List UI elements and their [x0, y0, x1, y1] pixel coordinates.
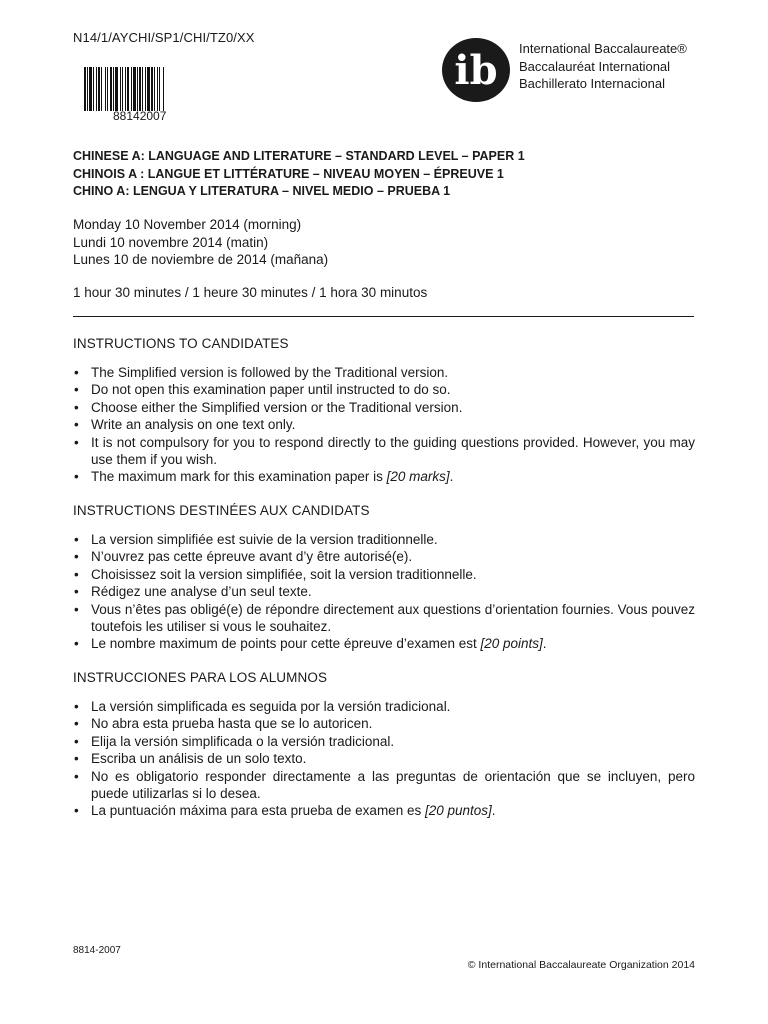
exam-duration: 1 hour 30 minutes / 1 heure 30 minutes / 1 hora 30 minutos — [73, 285, 428, 300]
footer-code: 8814-2007 — [73, 945, 121, 956]
list-item: • Rédigez une analyse d’un seul texte. — [73, 583, 695, 600]
max-mark-value: [20 puntos] — [424, 803, 492, 819]
max-mark-end: . — [449, 469, 454, 485]
instructions-french — [73, 503, 695, 653]
list-item: • Vous n’êtes pas obligé(e) de répondre directement aux questions d’orientation fournies. Vous pouvez toutefois les utiliser si vous le souhaitez. — [73, 601, 695, 636]
max-mark-text: Le nombre maximum de points pour cette épreuve d’examen est — [91, 636, 481, 652]
list-item: • Elija la versión simplificada o la versión tradicional. — [73, 733, 695, 750]
list-item: • Choose either the Simplified version or the Traditional version. — [73, 399, 695, 416]
list-item: • La version simplifiée est suivie de la version traditionnelle. — [73, 531, 695, 548]
list-item: • Escriba un análisis de un solo texto. — [73, 750, 695, 767]
list-item: • No abra esta prueba hasta que se lo autoricen. — [73, 715, 695, 732]
list-item: • La versión simplificada es seguida por la versión tradicional. — [73, 698, 695, 715]
section-heading: INSTRUCTIONS DESTINÉES AUX CANDIDATS — [73, 503, 370, 518]
date-spanish: Lunes 10 de noviembre de 2014 (mañana) — [73, 252, 329, 267]
instructions-spanish — [73, 670, 695, 820]
list-item: • Do not open this examination paper until instructed to do so. — [73, 381, 695, 398]
list-item: • The Simplified version is followed by the Traditional version. — [73, 364, 695, 381]
instruction-list — [73, 698, 695, 820]
ib-logo — [441, 37, 511, 103]
instructions-english — [73, 336, 695, 486]
max-mark-end: . — [491, 803, 496, 819]
section-heading: INSTRUCCIONES PARA LOS ALUMNOS — [73, 670, 328, 685]
instruction-list — [73, 364, 695, 486]
org-name-english: International Baccalaureate® — [519, 41, 687, 56]
barcode-number: 88142007 — [113, 109, 167, 123]
title-english: CHINESE A: LANGUAGE AND LITERATURE – STANDARD LEVEL – PAPER 1 — [73, 149, 525, 163]
date-french: Lundi 10 novembre 2014 (matin) — [73, 234, 269, 250]
max-mark-text: The maximum mark for this examination paper is — [91, 469, 387, 485]
list-item — [73, 635, 695, 652]
list-item: • No es obligatorio responder directamente a las preguntas de orientación que se incluyen, pero puede utilizarlas si lo desea. — [73, 768, 695, 803]
title-french: CHINOIS A : LANGUE ET LITTÉRATURE – NIVEAU MOYEN – ÉPREUVE 1 — [73, 166, 504, 181]
title-spanish: CHINO A: LENGUA Y LITERATURA – NIVEL MEDIO – PRUEBA 1 — [73, 184, 451, 198]
logo-lettering: ib — [454, 47, 498, 94]
organisation-names — [519, 40, 687, 93]
exam-dates — [73, 216, 328, 269]
max-mark-end: . — [542, 636, 547, 652]
org-name-french: Baccalauréat International — [519, 58, 671, 74]
list-item: • Write an analysis on one text only. — [73, 416, 695, 433]
exam-titles — [73, 148, 525, 201]
max-mark-value: [20 marks] — [386, 469, 450, 485]
section-heading: INSTRUCTIONS TO CANDIDATES — [73, 336, 289, 351]
list-item — [73, 802, 695, 819]
org-name-spanish: Bachillerato Internacional — [519, 76, 665, 91]
list-item: • It is not compulsory for you to respond directly to the guiding questions provided. However, you may use them if you wish. — [73, 434, 695, 469]
list-item — [73, 468, 695, 485]
paper-code: N14/1/AYCHI/SP1/CHI/TZ0/XX — [73, 30, 255, 45]
max-mark-text: La puntuación máxima para esta prueba de examen es — [91, 803, 425, 819]
divider-line — [73, 316, 694, 317]
copyright-notice: © International Baccalaureate Organization 2014 — [467, 959, 695, 971]
list-item: • Choisissez soit la version simplifiée, soit la version traditionnelle. — [73, 566, 695, 583]
date-english: Monday 10 November 2014 (morning) — [73, 217, 302, 232]
max-mark-value: [20 points] — [480, 636, 543, 652]
instruction-list — [73, 531, 695, 653]
barcode-image — [84, 67, 202, 111]
list-item: • N’ouvrez pas cette épreuve avant d’y être autorisé(e). — [73, 548, 695, 565]
